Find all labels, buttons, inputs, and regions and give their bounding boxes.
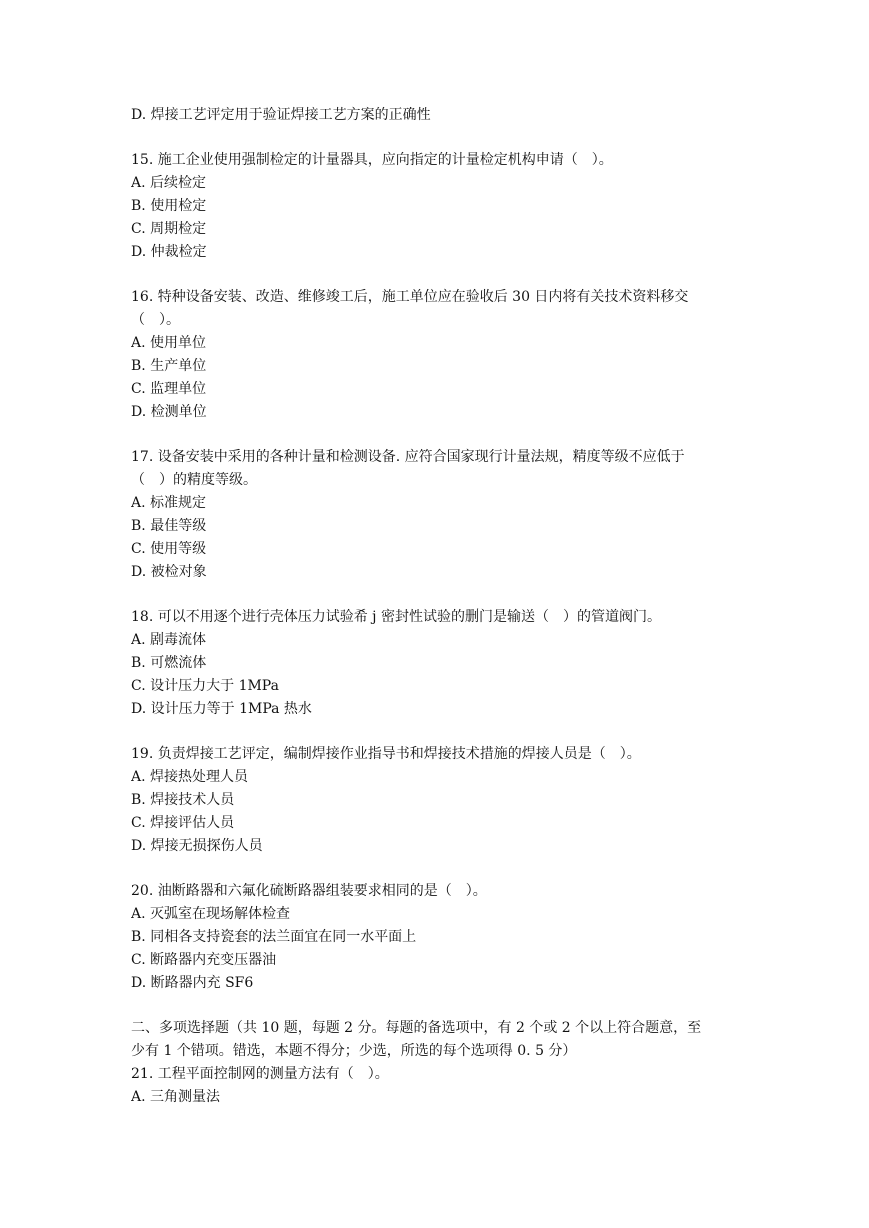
option-line: C. 监理单位 — [131, 381, 207, 397]
document-page — [131, 104, 741, 1109]
option-line: B. 可燃流体 — [131, 655, 207, 671]
option-line: D. 被检对象 — [131, 564, 207, 580]
option-line: B. 焊接技术人员 — [131, 792, 235, 808]
question-line: 15. 施工企业使用强制检定的计量器具，应向指定的计量检定机构申请（ ）。 — [131, 152, 613, 168]
option-line: D. 设计压力等于 1MPa 热水 — [131, 701, 312, 717]
text-line: （ ）的精度等级。 — [131, 472, 257, 488]
option-line: B. 同相各支持瓷套的法兰面宜在同一水平面上 — [131, 929, 417, 945]
question-line: 18. 可以不用逐个进行壳体压力试验希 j 密封性试验的删门是输送（ ）的管道阀门。 — [131, 609, 661, 625]
section-heading: 二、多项选择题（共 10 题，每题 2 分。每题的备选项中，有 2 个或 2 个以上符合题意，至 — [131, 1020, 702, 1036]
option-line: A. 灭弧室在现场解体检查 — [131, 906, 291, 922]
option-line: D. 仲裁检定 — [131, 244, 207, 260]
question-line: 16. 特种设备安装、改造、维修竣工后，施工单位应在验收后 30 日内将有关技术资料移交 — [131, 289, 689, 305]
question-line: 21. 工程平面控制网的测量方法有（ ）。 — [131, 1066, 389, 1082]
option-line: C. 设计压力大于 1MPa — [131, 678, 279, 694]
text-line: （ ）。 — [131, 312, 180, 328]
option-line: C. 断路器内充变压器油 — [131, 952, 277, 968]
option-line: D. 焊接工艺评定用于验证焊接工艺方案的正确性 — [131, 107, 431, 123]
paragraph-gap — [131, 127, 741, 149]
option-line: A. 后续检定 — [131, 175, 207, 191]
paragraph-gap — [131, 721, 741, 743]
option-line: D. 断路器内充 SF6 — [131, 975, 254, 991]
paragraph-gap — [131, 584, 741, 606]
paragraph-gap — [131, 264, 741, 286]
option-line: C. 周期检定 — [131, 221, 207, 237]
paragraph-gap — [131, 995, 741, 1017]
paragraph-gap — [131, 858, 741, 880]
option-line: A. 剧毒流体 — [131, 632, 207, 648]
question-line: 20. 油断路器和六氟化硫断路器组装要求相同的是（ ）。 — [131, 883, 487, 899]
option-line: B. 最佳等级 — [131, 518, 207, 534]
option-line: A. 使用单位 — [131, 335, 207, 351]
option-line: A. 三角测量法 — [131, 1089, 221, 1105]
option-line: A. 焊接热处理人员 — [131, 769, 249, 785]
option-line: C. 使用等级 — [131, 541, 207, 557]
option-line: B. 使用检定 — [131, 198, 207, 214]
paragraph-gap — [131, 424, 741, 446]
option-line: D. 检测单位 — [131, 404, 207, 420]
option-line: B. 生产单位 — [131, 358, 207, 374]
option-line: D. 焊接无损探伤人员 — [131, 838, 263, 854]
question-line: 17. 设备安装中采用的各种计量和检测设备. 应符合国家现行计量法规，精度等级不应低于 — [131, 449, 685, 465]
option-line: A. 标准规定 — [131, 495, 207, 511]
question-line: 19. 负责焊接工艺评定，编制焊接作业指导书和焊接技术措施的焊接人员是（ ）。 — [131, 746, 641, 762]
text-line: 少有 1 个错项。错选，本题不得分；少选，所选的每个选项得 0. 5 分） — [131, 1043, 577, 1059]
option-line: C. 焊接评估人员 — [131, 815, 235, 831]
